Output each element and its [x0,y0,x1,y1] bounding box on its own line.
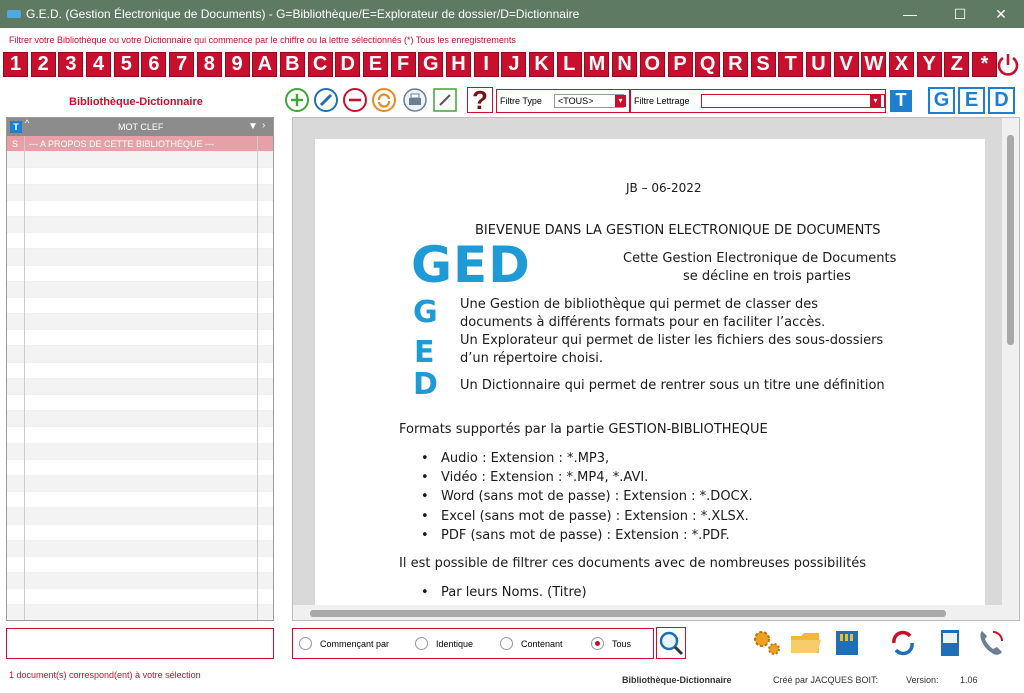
footer-author: Créé par JACQUES BOIT: [773,675,879,685]
sync-icon[interactable] [886,627,920,659]
filter-key-t[interactable]: T [778,52,803,77]
filter-key-o[interactable]: O [640,52,665,77]
grid-header [7,118,273,136]
table-row[interactable] [7,266,273,282]
search-icon [658,630,684,656]
filter-key-y[interactable]: Y [917,52,942,77]
search-input[interactable] [6,628,274,659]
add-icon[interactable] [284,87,310,113]
minimize-button[interactable]: — [903,6,917,22]
filter-key-q[interactable]: Q [695,52,720,77]
filter-key-2[interactable]: 2 [31,52,56,77]
ged-button-d[interactable]: D [988,87,1015,114]
type-filter-label: Filtre Type [500,96,542,106]
doc-d-line: Un Dictionnaire qui permet de rentrer sous un titre une définition [460,378,885,393]
settings-gear-icon[interactable] [750,627,784,659]
chevron-down-icon[interactable]: ▾ [870,95,881,107]
filter-key-e[interactable]: E [363,52,388,77]
table-row[interactable] [7,557,273,573]
close-button[interactable]: ✕ [995,5,1007,22]
filter-key-all[interactable]: * [972,52,997,77]
table-row[interactable] [7,379,273,395]
installer-icon[interactable] [933,627,967,659]
ged-button-g[interactable]: G [928,87,955,114]
logo-letter-g: G [413,295,438,330]
radio-contenant[interactable]: Contenant [500,637,563,650]
row-keyword: --- A PROPOS DE CETTE BIBLIOTHÈQUE --- [29,138,215,149]
table-row[interactable] [7,444,273,460]
title-bar [0,0,1024,28]
logo-letter-e: E [414,335,435,370]
filter-key-x[interactable]: X [889,52,914,77]
bullet: • [421,585,429,600]
table-row[interactable] [7,249,273,265]
doc-g-line-2: documents à différents formats pour en faciliter l’accès. [460,315,826,330]
phone-icon[interactable] [974,627,1008,659]
doc-intro-2: se décline en trois parties [683,269,851,284]
filter-icon[interactable]: ▼ [248,121,258,132]
notes-icon[interactable] [432,87,458,113]
filter-key-b[interactable]: B [280,52,305,77]
lettering-filter [630,89,886,113]
footer-version-label: Version: [906,675,939,685]
filter-key-3[interactable]: 3 [58,52,83,77]
table-row[interactable] [7,201,273,217]
radio-commencant[interactable]: Commençant par [299,637,389,650]
lettering-filter-label: Filtre Lettrage [634,96,690,106]
table-row[interactable] [7,136,273,152]
table-row[interactable] [7,541,273,557]
table-row[interactable] [7,363,273,379]
edit-icon[interactable] [313,87,339,113]
table-row[interactable] [7,395,273,411]
chevron-down-icon[interactable]: ▾ [615,95,626,107]
maximize-button[interactable]: ☐ [953,5,967,22]
filter-key-i[interactable]: I [474,52,499,77]
bullet: • [421,470,429,486]
alphabet-bar [3,52,1000,78]
filter-key-6[interactable]: 6 [141,52,166,77]
table-row[interactable] [7,233,273,249]
refresh-icon[interactable] [371,87,397,113]
filter-key-m[interactable]: M [584,52,609,77]
vertical-scrollbar[interactable] [1002,118,1019,606]
bullet: • [421,508,429,524]
table-row[interactable] [7,460,273,476]
type-icon[interactable]: T [10,121,22,133]
table-row[interactable] [7,217,273,233]
app-icon [7,10,21,18]
table-row[interactable] [7,314,273,330]
table-row[interactable] [7,346,273,362]
table-row[interactable] [7,573,273,589]
logo-letter-d: D [413,367,438,402]
ged-logo: GED [411,236,531,294]
filter-key-r[interactable]: R [723,52,748,77]
bullet: • [421,489,429,505]
document-viewer[interactable] [292,117,1020,621]
bullet: • [421,527,429,543]
column-header-keyword[interactable]: MOT CLEF [118,122,164,132]
radio-tous[interactable]: Tous [591,637,631,650]
status-text: 1 document(s) correspond(ent) à votre sélection [9,670,201,680]
filter-key-k[interactable]: K [529,52,554,77]
filter-heading: Il est possible de filtrer ces documents avec de nombreuses possibilités [399,556,867,571]
filter-key-8[interactable]: 8 [197,52,222,77]
filter-key-g[interactable]: G [418,52,443,77]
filter-key-v[interactable]: V [834,52,859,77]
radio-identique[interactable]: Identique [415,637,473,650]
filter-key-p[interactable]: P [668,52,693,77]
document-page [315,139,985,609]
table-row[interactable] [7,492,273,508]
formats-heading: Formats supportés par la partie GESTION-BIBLIOTHEQUE [399,422,768,437]
table-row[interactable] [7,427,273,443]
table-row[interactable] [7,589,273,605]
doc-date: JB – 06-2022 [626,181,702,195]
filter-key-l[interactable]: L [557,52,582,77]
table-row[interactable] [7,476,273,492]
filter-key-d[interactable]: D [335,52,360,77]
print-icon[interactable] [402,87,428,113]
chevron-right-icon[interactable]: › [262,120,266,131]
ged-button-e[interactable]: E [958,87,985,114]
filter-item: Par leurs Noms. (Titre) [441,585,587,600]
filter-key-5[interactable]: 5 [114,52,139,77]
table-row[interactable] [7,282,273,298]
type-filter [496,89,630,113]
table-row[interactable] [7,508,273,524]
text-mode-button[interactable]: T [888,87,914,114]
power-icon[interactable] [996,53,1020,77]
filter-key-f[interactable]: F [391,52,416,77]
table-row[interactable] [7,168,273,184]
footer-module: Bibliothèque-Dictionnaire [622,675,732,685]
filter-key-z[interactable]: Z [944,52,969,77]
filter-hint: Filtrer votre Bibliothèque ou votre Dictionnaire qui commence par le chiffre ou la lettre sélectionnés (*) Tous les enregistrements [9,35,516,45]
help-icon[interactable]: ? [467,87,493,113]
lettering-filter-select[interactable] [701,94,885,108]
format-item: Audio : Extension : *.MP3, [441,451,610,466]
filter-key-4[interactable]: 4 [86,52,111,77]
filter-key-a[interactable]: A [252,52,277,77]
filter-key-9[interactable]: 9 [225,52,250,77]
bullet: • [421,451,429,466]
search-mode-group [292,628,654,659]
format-item: PDF (sans mot de passe) : Extension : *.PDF. [441,527,730,543]
format-item: Word (sans mot de passe) : Extension : *.DOCX. [441,489,753,505]
sd-card-icon[interactable] [830,627,864,659]
type-filter-select[interactable]: <TOUS> [554,94,624,108]
table-row[interactable] [7,185,273,201]
doc-e-line-1: Un Explorateur qui permet de lister les fichiers des sous-dossiers [460,333,884,348]
filter-key-1[interactable]: 1 [3,52,28,77]
window-title: G.E.D. (Gestion Électronique de Documents) - G=Bibliothèque/E=Explorateur de dossier/D=Dictionnaire [26,7,580,21]
table-row[interactable] [7,298,273,314]
folder-icon[interactable] [789,627,823,659]
delete-icon[interactable] [342,87,368,113]
filter-key-n[interactable]: N [612,52,637,77]
footer-version: 1.06 [960,675,978,685]
table-row[interactable] [7,411,273,427]
doc-g-line-1: Une Gestion de bibliothèque qui permet de classer des [460,297,819,312]
filter-key-h[interactable]: H [446,52,471,77]
filter-key-j[interactable]: J [501,52,526,77]
table-row[interactable] [7,330,273,346]
format-item: Excel (sans mot de passe) : Extension : *.XLSX. [441,508,749,524]
keyword-grid [6,117,274,621]
filter-key-u[interactable]: U [806,52,831,77]
filter-key-s[interactable]: S [751,52,776,77]
search-button[interactable] [656,627,686,659]
table-row[interactable] [7,605,273,621]
library-title: Bibliothèque-Dictionnaire [69,96,203,108]
filter-key-c[interactable]: C [308,52,333,77]
table-row[interactable] [7,152,273,168]
doc-intro-1: Cette Gestion Electronique de Documents [623,251,897,266]
horizontal-scrollbar[interactable] [293,605,1020,620]
table-row[interactable] [7,525,273,541]
filter-key-w[interactable]: W [861,52,886,77]
row-status: S [12,138,19,149]
format-item: Vidéo : Extension : *.MP4, *.AVI. [441,470,649,486]
doc-e-line-2: d’un répertoire choisi. [460,351,603,366]
filter-key-7[interactable]: 7 [169,52,194,77]
sort-up-icon[interactable]: ^ [25,118,30,128]
doc-heading: BIEVENUE DANS LA GESTION ELECTRONIQUE DE DOCUMENTS [475,223,881,238]
